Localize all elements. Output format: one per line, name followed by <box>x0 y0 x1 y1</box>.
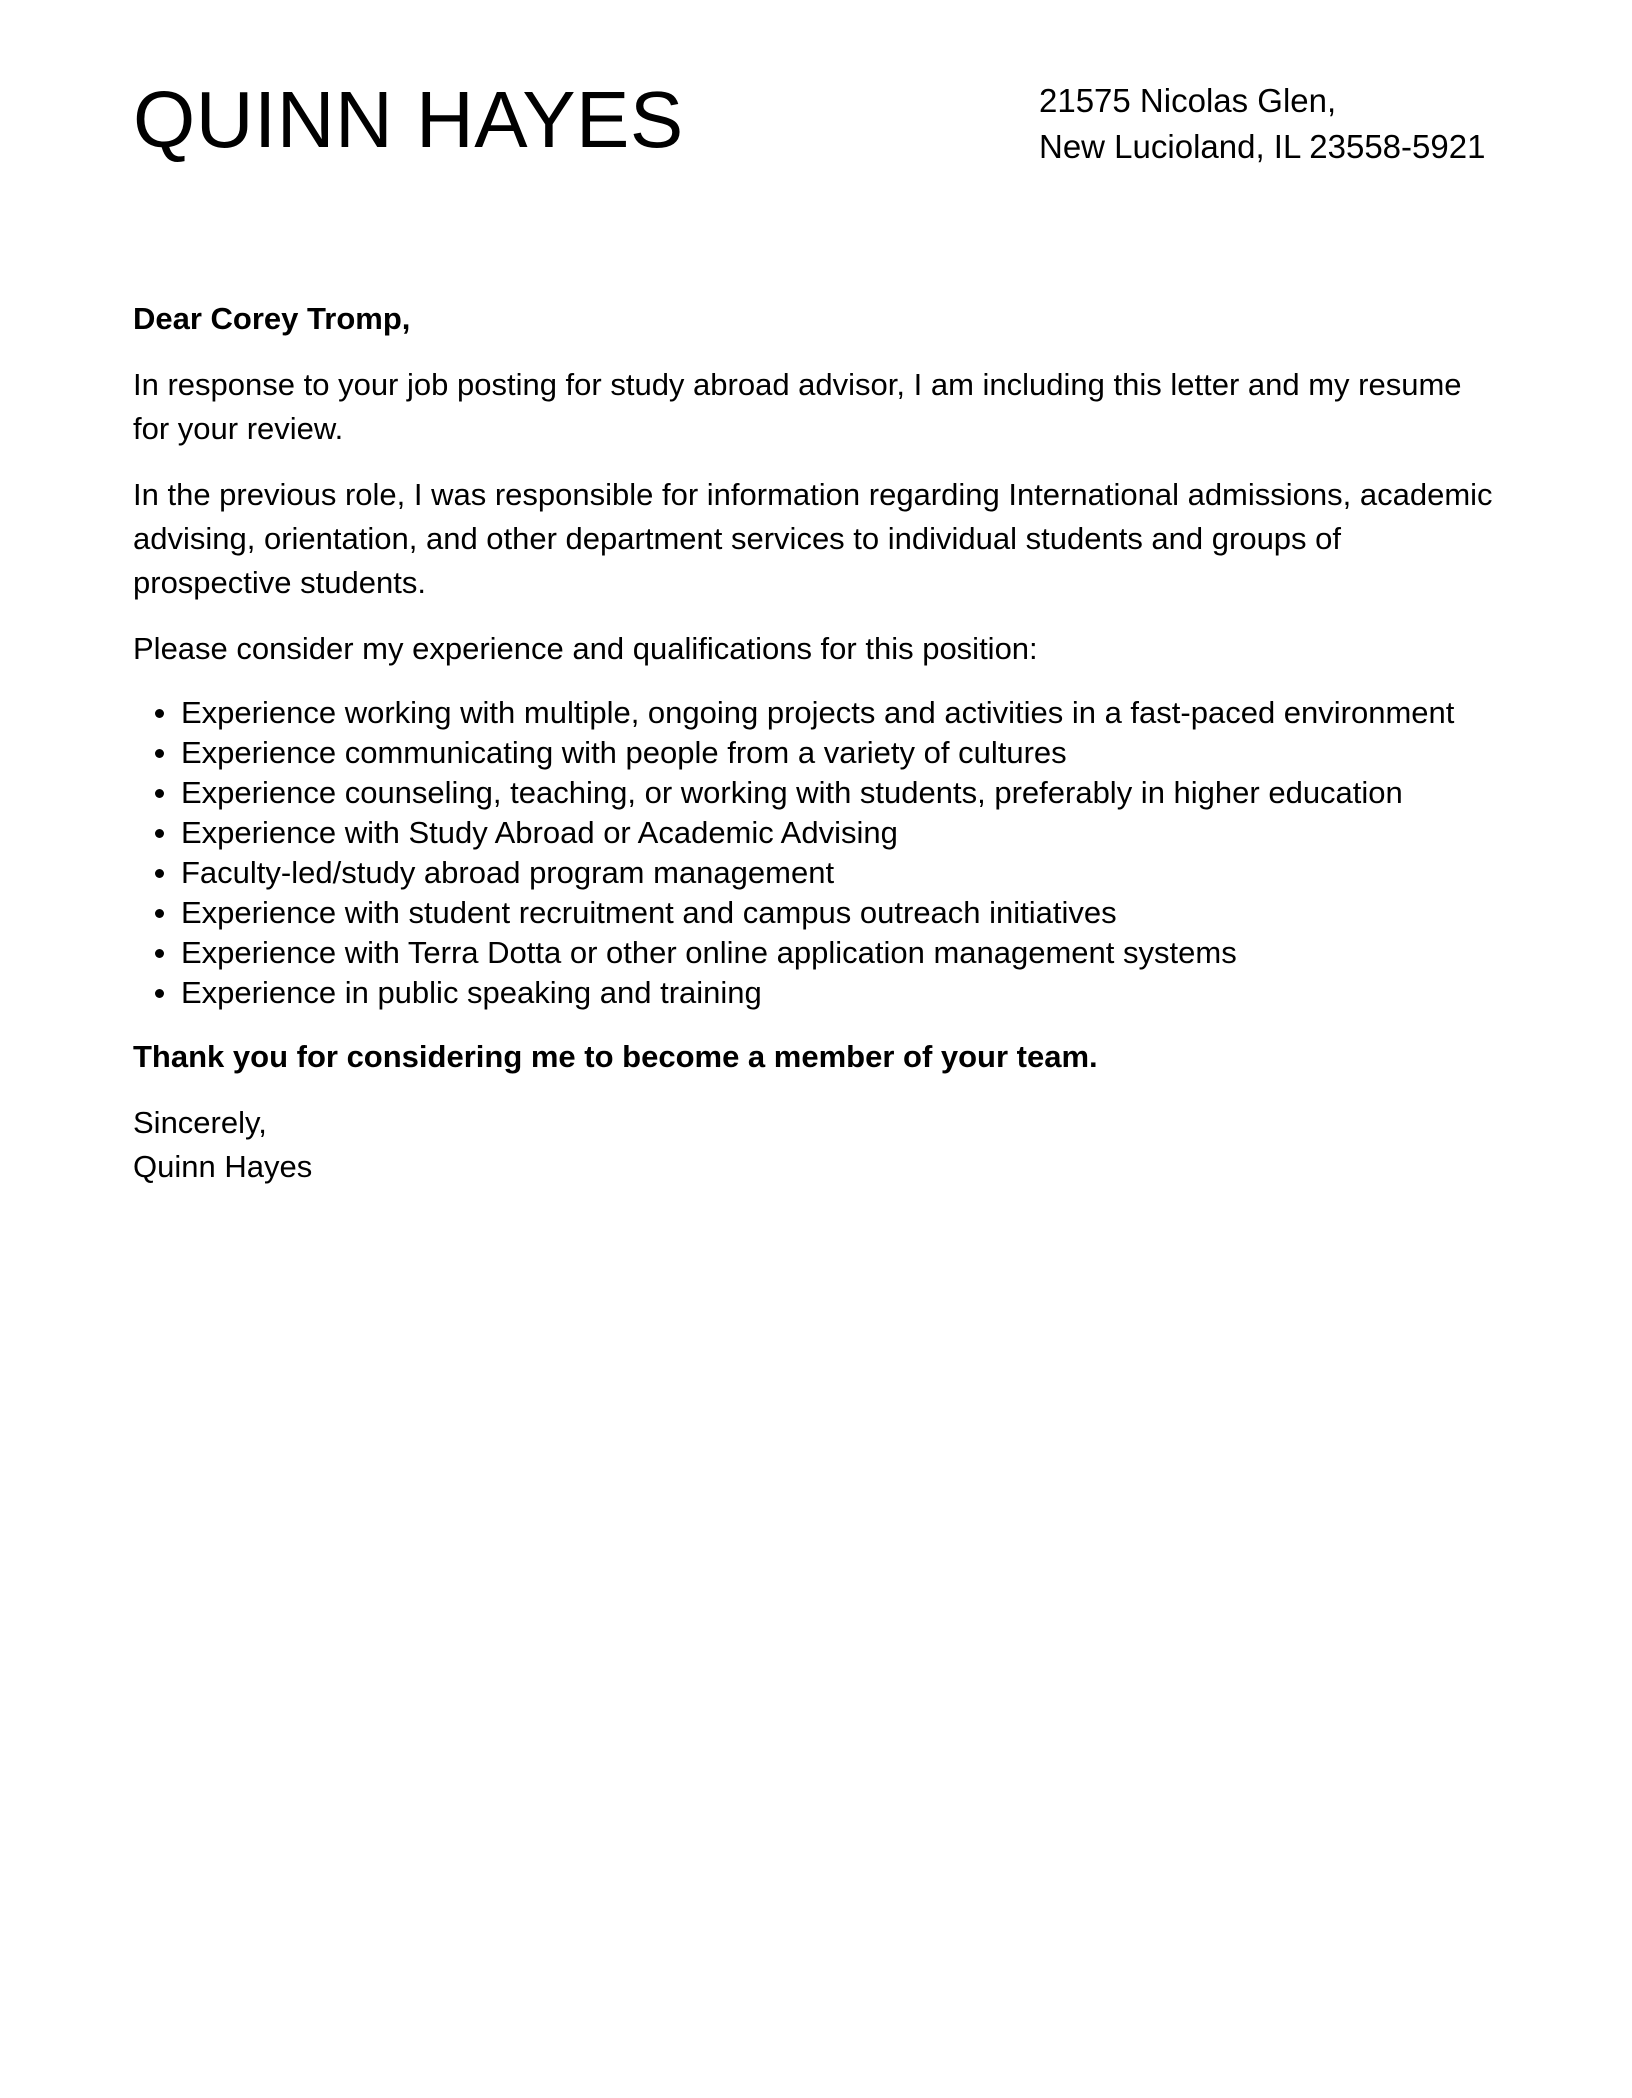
sender-name: QUINN HAYES <box>133 75 684 164</box>
paragraph-previous-role: In the previous role, I was responsible for information regarding International admissions, academic advising, orientation, and other department services to individual students and groups of prospective students. <box>133 477 1493 600</box>
list-item <box>181 773 1493 813</box>
list-item-text: Experience with Study Abroad or Academic Advising <box>181 815 898 850</box>
sender-address <box>1039 78 1499 170</box>
list-item-text: Experience in public speaking and training <box>181 975 762 1010</box>
bullet-icon <box>155 749 164 758</box>
bullet-icon <box>155 789 164 798</box>
list-item <box>181 893 1493 933</box>
qualifications-list <box>133 693 1493 1013</box>
list-item <box>181 973 1493 1013</box>
paragraph-qualifications-lead: Please consider my experience and qualifications for this position: <box>133 631 1038 666</box>
closing-line: Thank you for considering me to become a member of your team. <box>133 1039 1098 1074</box>
list-item <box>181 933 1493 973</box>
bullet-icon <box>155 829 164 838</box>
signature-name: Quinn Hayes <box>133 1149 313 1184</box>
bullet-icon <box>155 909 164 918</box>
salutation: Dear Corey Tromp, <box>133 301 411 336</box>
list-item <box>181 693 1493 733</box>
list-item-text: Faculty-led/study abroad program management <box>181 855 835 890</box>
address-line-2: New Lucioland, IL 23558-5921 <box>1039 128 1486 165</box>
address-line-1: 21575 Nicolas Glen, <box>1039 82 1337 119</box>
list-item-text: Experience counseling, teaching, or working with students, preferably in higher education <box>181 775 1403 810</box>
list-item <box>181 853 1493 893</box>
letter-body <box>133 297 1493 1189</box>
list-item <box>181 813 1493 853</box>
list-item-text: Experience working with multiple, ongoing projects and activities in a fast-paced environment <box>181 695 1455 730</box>
bullet-icon <box>155 949 164 958</box>
paragraph-intro: In response to your job posting for study abroad advisor, I am including this letter and my resume for your review. <box>133 367 1462 446</box>
list-item-text: Experience with student recruitment and campus outreach initiatives <box>181 895 1117 930</box>
bullet-icon <box>155 709 164 718</box>
list-item <box>181 733 1493 773</box>
list-item-text: Experience with Terra Dotta or other online application management systems <box>181 935 1237 970</box>
signoff-text: Sincerely, <box>133 1105 267 1140</box>
bullet-icon <box>155 989 164 998</box>
bullet-icon <box>155 869 164 878</box>
letter-header <box>133 70 1499 190</box>
signoff <box>133 1101 1493 1189</box>
list-item-text: Experience communicating with people from a variety of cultures <box>181 735 1067 770</box>
